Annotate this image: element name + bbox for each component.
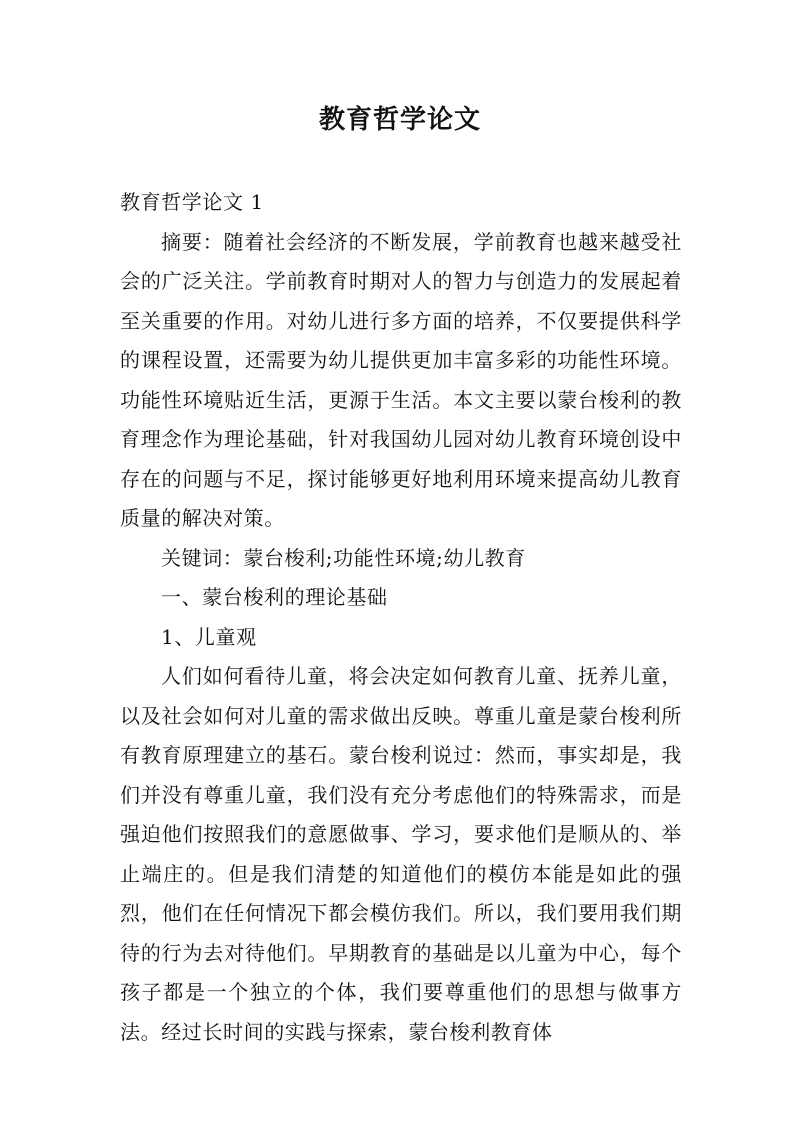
document-body [120,183,682,1052]
section-label: 教育哲学论文 1 [120,190,264,214]
abstract-paragraph: 摘要：随着社会经济的不断发展，学前教育也越来越受社会的广泛关注。学前教育时期对人的智力与创造力的发展起着至关重要的作用。对幼儿进行多方面的培养，不仅要提供科学的课程设置，还需要为幼儿提供更加丰富多彩的功能性环境。功能性环境贴近生活，更源于生活。本文主要以蒙台梭利的教育理念作为理论基础，针对我国幼儿园对幼儿教育环境创设中存在的问题与不足，探讨能够更好地利用环境来提高幼儿教育质量的解决对策。 [120,229,682,530]
keywords-line: 关键词：蒙台梭利;功能性环境;幼儿教育 [161,545,526,570]
document-title: 教育哲学论文 [318,105,481,135]
section-heading-1: 一、蒙台梭利的理论基础 [161,585,388,609]
subsection-heading-1: 1、儿童观 [161,624,257,649]
body-paragraph-1: 人们如何看待儿童，将会决定如何教育儿童、抚养儿童，以及社会如何对儿童的需求做出反映。尊重儿童是蒙台梭利所有教育原理建立的基石。蒙台梭利说过：然而，事实却是，我们并没有尊重儿童，我们没有充分考虑他们的特殊需求，而是强迫他们按照我们的意愿做事、学习，要求他们是顺从的、举止端庄的。但是我们清楚的知道他们的模仿本能是如此的强烈，他们在任何情况下都会模仿我们。所以，我们要用我们期待的行为去对待他们。早期教育的基础是以儿童为中心，每个孩子都是一个独立的个体，我们要尊重他们的思想与做事方法。经过长时间的实践与探索，蒙台梭利教育体 [120,664,682,1044]
